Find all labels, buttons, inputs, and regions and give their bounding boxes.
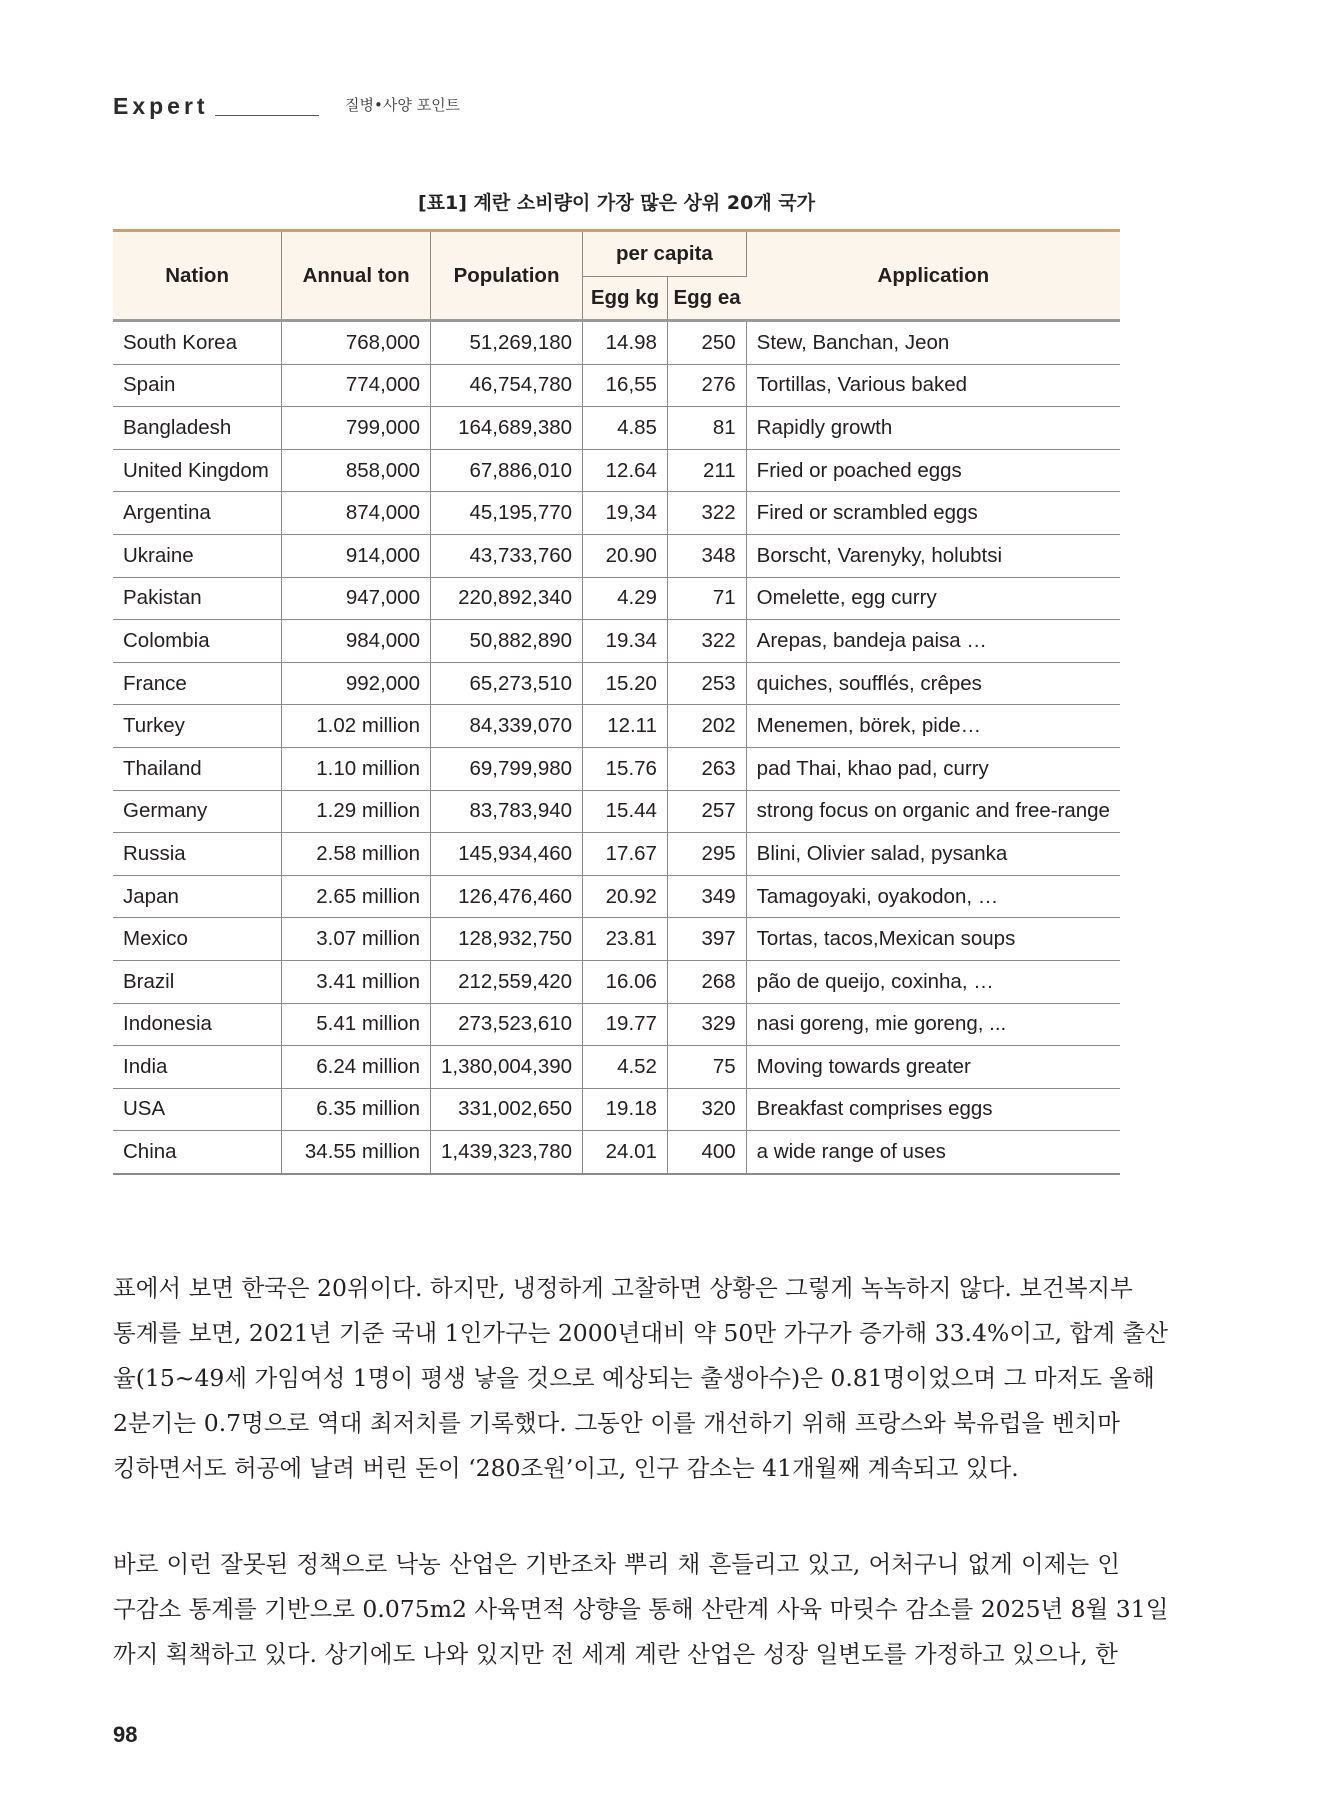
cell-egg-kg: 4.52 [583, 1046, 668, 1089]
cell-population: 51,269,180 [430, 321, 582, 365]
body-paragraph-1 [113, 1266, 1168, 1491]
cell-egg-ea: 276 [667, 364, 746, 407]
cell-egg-ea: 295 [667, 833, 746, 876]
cell-application: Fired or scrambled eggs [746, 492, 1120, 535]
cell-nation: France [113, 662, 282, 705]
cell-nation: Mexico [113, 918, 282, 961]
cell-egg-kg: 15.44 [583, 790, 668, 833]
cell-annual-ton: 1.02 million [282, 705, 431, 748]
cell-population: 126,476,460 [430, 875, 582, 918]
egg-consumption-table [113, 229, 1120, 1175]
cell-nation: Pakistan [113, 577, 282, 620]
cell-annual-ton: 858,000 [282, 449, 431, 492]
cell-population: 164,689,380 [430, 407, 582, 450]
section-label: 질병•사양 포인트 [345, 96, 461, 114]
cell-population: 145,934,460 [430, 833, 582, 876]
cell-egg-ea: 253 [667, 662, 746, 705]
cell-egg-ea: 263 [667, 747, 746, 790]
cell-egg-ea: 400 [667, 1131, 746, 1174]
cell-annual-ton: 947,000 [282, 577, 431, 620]
cell-egg-kg: 19.77 [583, 1003, 668, 1046]
cell-application: Omelette, egg curry [746, 577, 1120, 620]
cell-egg-ea: 322 [667, 492, 746, 535]
cell-nation: Japan [113, 875, 282, 918]
cell-application: Moving towards greater [746, 1046, 1120, 1089]
cell-annual-ton: 1.10 million [282, 747, 431, 790]
cell-application: Tortas, tacos,Mexican soups [746, 918, 1120, 961]
header-nation: Nation [113, 231, 282, 321]
cell-egg-ea: 320 [667, 1088, 746, 1131]
cell-population: 46,754,780 [430, 364, 582, 407]
table-row [113, 960, 1120, 1003]
cell-egg-ea: 81 [667, 407, 746, 450]
cell-annual-ton: 914,000 [282, 534, 431, 577]
cell-nation: Brazil [113, 960, 282, 1003]
header-population: Population [430, 231, 582, 321]
cell-annual-ton: 5.41 million [282, 1003, 431, 1046]
paragraph-line: 2분기는 0.7명으로 역대 최저치를 기록했다. 그동안 이를 개선하기 위해 프랑스와 북유럽을 벤치마 [113, 1409, 1120, 1437]
header-egg-kg: Egg kg [583, 277, 668, 321]
table-row [113, 662, 1120, 705]
cell-egg-kg: 12.11 [583, 705, 668, 748]
cell-nation: Russia [113, 833, 282, 876]
cell-egg-kg: 16,55 [583, 364, 668, 407]
cell-egg-kg: 17.67 [583, 833, 668, 876]
cell-egg-kg: 14.98 [583, 321, 668, 365]
cell-annual-ton: 768,000 [282, 321, 431, 365]
cell-egg-kg: 20.92 [583, 875, 668, 918]
table-row [113, 1046, 1120, 1089]
page-number: 98 [113, 1722, 138, 1747]
cell-annual-ton: 6.35 million [282, 1088, 431, 1131]
cell-egg-ea: 71 [667, 577, 746, 620]
cell-population: 84,339,070 [430, 705, 582, 748]
cell-egg-kg: 4.29 [583, 577, 668, 620]
cell-population: 1,439,323,780 [430, 1131, 582, 1174]
paragraph-line: 까지 획책하고 있다. 상기에도 나와 있지만 전 세계 계란 산업은 성장 일변도를 가정하고 있으나, 한 [113, 1640, 1118, 1668]
cell-population: 65,273,510 [430, 662, 582, 705]
cell-population: 128,932,750 [430, 918, 582, 961]
cell-egg-ea: 397 [667, 918, 746, 961]
paragraph-line: 킹하면서도 허공에 날려 버린 돈이 ‘280조원’이고, 인구 감소는 41개월째 계속되고 있다. [113, 1454, 1019, 1482]
table-row [113, 449, 1120, 492]
cell-nation: United Kingdom [113, 449, 282, 492]
cell-nation: Colombia [113, 620, 282, 663]
cell-application: a wide range of uses [746, 1131, 1120, 1174]
cell-egg-ea: 250 [667, 321, 746, 365]
cell-population: 273,523,610 [430, 1003, 582, 1046]
paragraph-line: 구감소 통계를 기반으로 0.075m2 사육면적 상향을 통해 산란계 사육 마릿수 감소를 2025년 8월 31일 [113, 1595, 1169, 1623]
cell-population: 212,559,420 [430, 960, 582, 1003]
cell-application: Tamagoyaki, oyakodon, … [746, 875, 1120, 918]
table-title: [표1] 계란 소비량이 가장 많은 상위 20개 국가 [418, 192, 815, 214]
table-row [113, 492, 1120, 535]
cell-egg-ea: 211 [667, 449, 746, 492]
cell-population: 43,733,760 [430, 534, 582, 577]
cell-application: Rapidly growth [746, 407, 1120, 450]
body-paragraph-2 [113, 1542, 1169, 1677]
cell-annual-ton: 2.65 million [282, 875, 431, 918]
cell-annual-ton: 3.07 million [282, 918, 431, 961]
table-row [113, 577, 1120, 620]
table-row [113, 747, 1120, 790]
cell-egg-ea: 348 [667, 534, 746, 577]
cell-nation: Bangladesh [113, 407, 282, 450]
table-row [113, 833, 1120, 876]
cell-egg-kg: 19.18 [583, 1088, 668, 1131]
header-per-capita: per capita [583, 231, 747, 277]
cell-annual-ton: 1.29 million [282, 790, 431, 833]
cell-application: Arepas, bandeja paisa … [746, 620, 1120, 663]
table-row [113, 705, 1120, 748]
cell-egg-kg: 24.01 [583, 1131, 668, 1174]
paragraph-line: 표에서 보면 한국은 20위이다. 하지만, 냉정하게 고찰하면 상황은 그렇게 녹녹하지 않다. 보건복지부 [113, 1274, 1133, 1302]
cell-population: 83,783,940 [430, 790, 582, 833]
paragraph-line: 바로 이런 잘못된 정책으로 낙농 산업은 기반조차 뿌리 채 흔들리고 있고, 어처구니 없게 이제는 인 [113, 1550, 1120, 1578]
cell-egg-kg: 16.06 [583, 960, 668, 1003]
brand-label: Expert [113, 92, 209, 119]
cell-egg-ea: 257 [667, 790, 746, 833]
table-row [113, 1088, 1120, 1131]
table-body [113, 321, 1120, 1174]
cell-nation: China [113, 1131, 282, 1174]
cell-egg-kg: 23.81 [583, 918, 668, 961]
cell-population: 1,380,004,390 [430, 1046, 582, 1089]
cell-nation: Thailand [113, 747, 282, 790]
cell-egg-kg: 19,34 [583, 492, 668, 535]
table-row [113, 918, 1120, 961]
cell-application: Breakfast comprises eggs [746, 1088, 1120, 1131]
header-rule [215, 115, 319, 116]
paragraph-line: 율(15~49세 가임여성 1명이 평생 낳을 것으로 예상되는 출생아수)은 0.81명이었으며 그 마저도 올해 [113, 1364, 1155, 1392]
cell-egg-ea: 268 [667, 960, 746, 1003]
cell-application: quiches, soufflés, crêpes [746, 662, 1120, 705]
cell-population: 45,195,770 [430, 492, 582, 535]
cell-population: 69,799,980 [430, 747, 582, 790]
cell-nation: Turkey [113, 705, 282, 748]
cell-nation: Ukraine [113, 534, 282, 577]
running-header [113, 88, 209, 124]
cell-application: Blini, Olivier salad, pysanka [746, 833, 1120, 876]
header-egg-ea: Egg ea [667, 277, 746, 321]
cell-annual-ton: 992,000 [282, 662, 431, 705]
table-row [113, 875, 1120, 918]
cell-application: pad Thai, khao pad, curry [746, 747, 1120, 790]
paragraph-line: 통계를 보면, 2021년 기준 국내 1인가구는 2000년대비 약 50만 가구가 증가해 33.4%이고, 합계 출산 [113, 1319, 1168, 1347]
table-row [113, 620, 1120, 663]
cell-egg-ea: 329 [667, 1003, 746, 1046]
cell-application: Stew, Banchan, Jeon [746, 321, 1120, 365]
cell-nation: India [113, 1046, 282, 1089]
cell-application: nasi goreng, mie goreng, ... [746, 1003, 1120, 1046]
cell-annual-ton: 34.55 million [282, 1131, 431, 1174]
table-row [113, 407, 1120, 450]
cell-nation: Germany [113, 790, 282, 833]
table-row [113, 364, 1120, 407]
cell-egg-ea: 349 [667, 875, 746, 918]
header-annual-ton: Annual ton [282, 231, 431, 321]
header-application: Application [746, 231, 1120, 321]
cell-application: strong focus on organic and free-range [746, 790, 1120, 833]
cell-annual-ton: 799,000 [282, 407, 431, 450]
cell-application: pão de queijo, coxinha, … [746, 960, 1120, 1003]
cell-application: Tortillas, Various baked [746, 364, 1120, 407]
cell-application: Fried or poached eggs [746, 449, 1120, 492]
cell-annual-ton: 3.41 million [282, 960, 431, 1003]
cell-egg-kg: 19.34 [583, 620, 668, 663]
cell-egg-ea: 75 [667, 1046, 746, 1089]
cell-egg-kg: 4.85 [583, 407, 668, 450]
cell-annual-ton: 2.58 million [282, 833, 431, 876]
table-row [113, 321, 1120, 365]
cell-application: Borscht, Varenyky, holubtsi [746, 534, 1120, 577]
table-row [113, 790, 1120, 833]
cell-egg-ea: 322 [667, 620, 746, 663]
cell-population: 220,892,340 [430, 577, 582, 620]
cell-egg-kg: 20.90 [583, 534, 668, 577]
cell-nation: Indonesia [113, 1003, 282, 1046]
cell-annual-ton: 984,000 [282, 620, 431, 663]
table-row [113, 1003, 1120, 1046]
cell-application: Menemen, börek, pide… [746, 705, 1120, 748]
cell-egg-ea: 202 [667, 705, 746, 748]
cell-egg-kg: 12.64 [583, 449, 668, 492]
cell-population: 67,886,010 [430, 449, 582, 492]
cell-nation: Argentina [113, 492, 282, 535]
cell-annual-ton: 6.24 million [282, 1046, 431, 1089]
cell-population: 331,002,650 [430, 1088, 582, 1131]
cell-population: 50,882,890 [430, 620, 582, 663]
cell-egg-kg: 15.20 [583, 662, 668, 705]
cell-nation: South Korea [113, 321, 282, 365]
cell-annual-ton: 774,000 [282, 364, 431, 407]
table-row [113, 1131, 1120, 1174]
cell-annual-ton: 874,000 [282, 492, 431, 535]
cell-egg-kg: 15.76 [583, 747, 668, 790]
cell-nation: Spain [113, 364, 282, 407]
cell-nation: USA [113, 1088, 282, 1131]
table-row [113, 534, 1120, 577]
